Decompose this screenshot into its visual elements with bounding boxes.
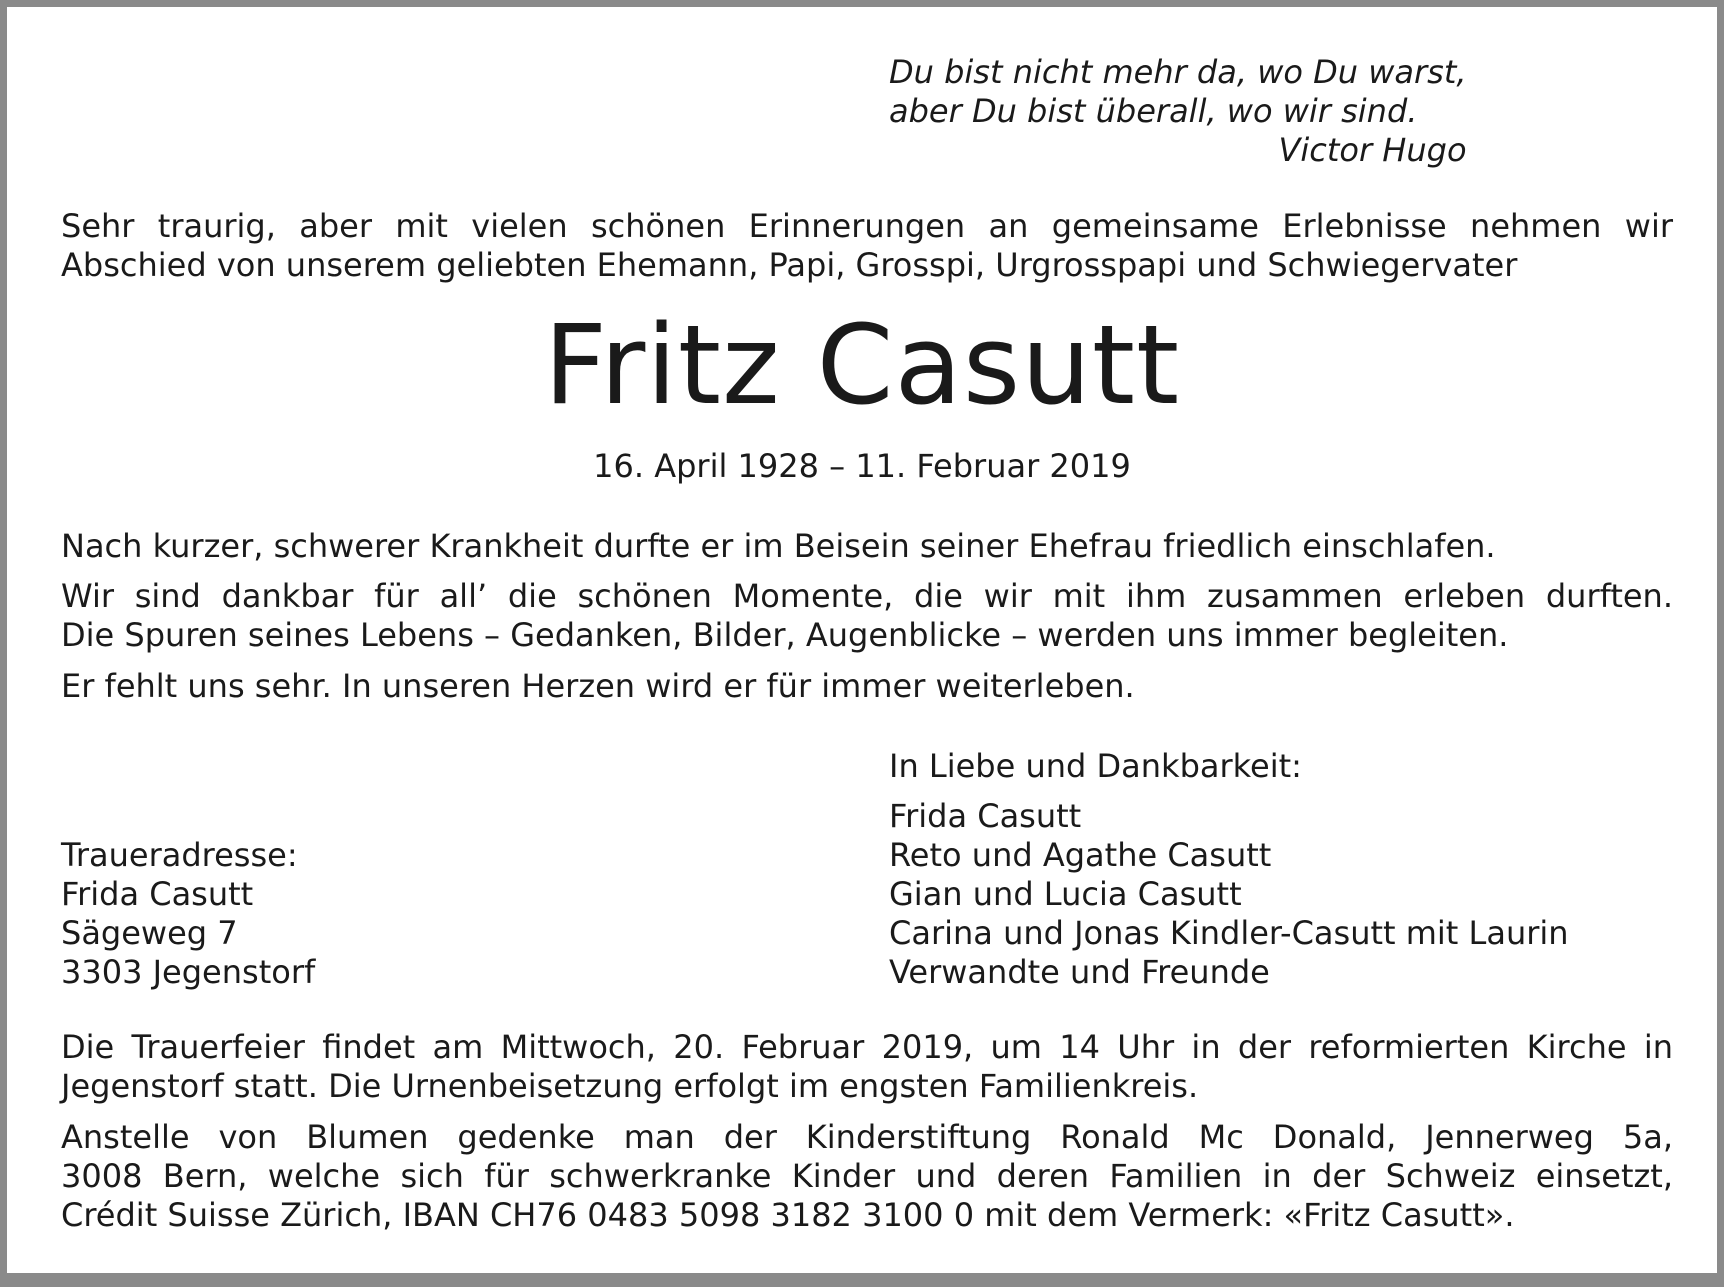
mourners-heading: In Liebe und Dankbarkeit: (889, 747, 1302, 785)
intro-line-2: Abschied von unserem geliebten Ehemann, Papi, Grosspi, Urgrosspapi und Schwiegervater (61, 246, 1518, 284)
donation-line-2: 3008 Bern, welche sich für schwerkranke Kinder und deren Familien in der Schweiz einsetzt, (61, 1157, 1673, 1195)
mourner-name: Frida Casutt (889, 797, 1082, 835)
intro-paragraph (61, 207, 1673, 285)
mourning-address (61, 836, 315, 992)
deceased-name: Fritz Casutt (543, 301, 1181, 429)
body-p1: Nach kurzer, schwerer Krankheit durfte er im Beisein seiner Ehefrau friedlich einschlafen. (61, 527, 1496, 565)
donation-paragraph (61, 1118, 1673, 1235)
address-line: Sägeweg 7 (61, 914, 238, 952)
mourner-name: Verwandte und Freunde (889, 953, 1270, 991)
donation-line-3: Crédit Suisse Zürich, IBAN CH76 0483 5098 3182 3100 0 mit dem Vermerk: «Fritz Casutt». (61, 1196, 1515, 1234)
quote-block (889, 53, 1467, 170)
donation-line-1: Anstelle von Blumen gedenke man der Kinderstiftung Ronald Mc Donald, Jennerweg 5a, (61, 1118, 1673, 1156)
address-heading: Traueradresse: (61, 836, 298, 874)
mourner-name: Gian und Lucia Casutt (889, 875, 1242, 913)
body-paragraph-1 (61, 527, 1673, 566)
quote-line-2: aber Du bist überall, wo wir sind. (889, 92, 1418, 130)
life-dates: 16. April 1928 – 11. Februar 2019 (593, 447, 1131, 485)
mourner-name: Reto und Agathe Casutt (889, 836, 1272, 874)
obituary-page (7, 7, 1717, 1273)
address-line: Frida Casutt (61, 875, 254, 913)
mourners-heading-block (889, 747, 1302, 786)
ceremony-line-1: Die Trauerfeier findet am Mittwoch, 20. Februar 2019, um 14 Uhr in der reformierten Kirche in (61, 1028, 1673, 1066)
mourners-list (889, 797, 1569, 992)
body-paragraph-2 (61, 577, 1673, 655)
body-paragraph-3 (61, 667, 1673, 706)
intro-line-1: Sehr traurig, aber mit vielen schönen Erinnerungen an gemeinsame Erlebnisse nehmen wir (61, 207, 1673, 245)
ceremony-line-2: Jegenstorf statt. Die Urnenbeisetzung erfolgt im engsten Familienkreis. (61, 1067, 1199, 1105)
mourner-name: Carina und Jonas Kindler-Casutt mit Laurin (889, 914, 1569, 952)
quote-line-1: Du bist nicht mehr da, wo Du warst, (889, 53, 1467, 91)
quote-author: Victor Hugo (1278, 131, 1467, 169)
body-p3: Er fehlt uns sehr. In unseren Herzen wird er für immer weiterleben. (61, 667, 1135, 705)
ceremony-paragraph (61, 1028, 1673, 1106)
body-p2-line-2: Die Spuren seines Lebens – Gedanken, Bilder, Augenblicke – werden uns immer begleiten. (61, 616, 1509, 654)
address-line: 3303 Jegenstorf (61, 953, 316, 991)
body-p2-line-1: Wir sind dankbar für all’ die schönen Momente, die wir mit ihm zusammen erleben durften. (61, 577, 1673, 615)
